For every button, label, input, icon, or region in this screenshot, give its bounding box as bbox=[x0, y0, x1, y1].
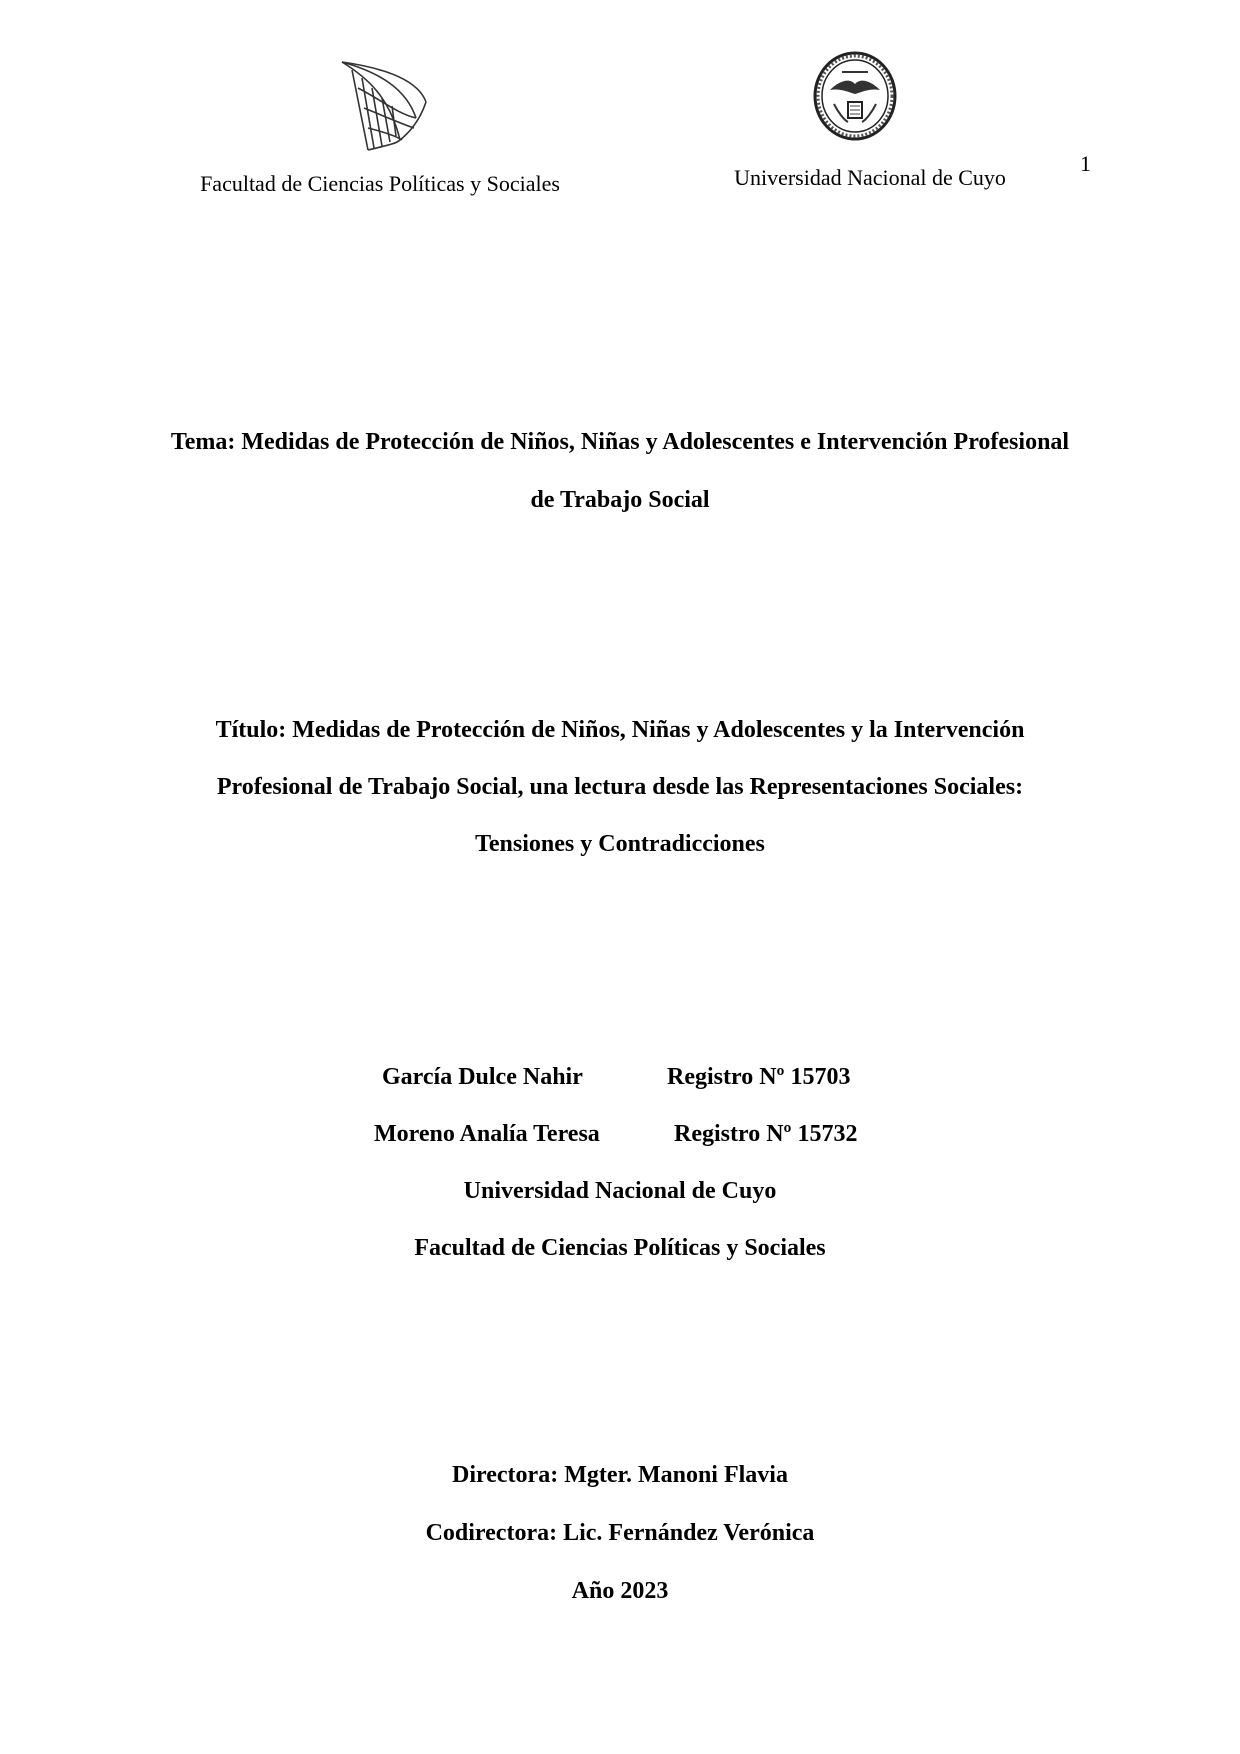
year-line: Año 2023 bbox=[571, 1578, 669, 1604]
direction-block bbox=[110, 1460, 1130, 1634]
directora-line: Directora: Mgter. Manoni Flavia bbox=[452, 1462, 788, 1488]
titulo-line: Profesional de Trabajo Social, una lectura desde las Representaciones Sociales: bbox=[216, 774, 1024, 800]
header-university-label: Universidad Nacional de Cuyo bbox=[734, 165, 1006, 190]
page-number: 1 bbox=[1080, 151, 1091, 176]
tema-line: Tema: Medidas de Protección de Niños, Niñas y Adolescentes e Intervención Profesional bbox=[170, 429, 1070, 455]
institution-faculty: Facultad de Ciencias Políticas y Sociales bbox=[414, 1235, 826, 1261]
codirectora-line: Codirectora: Lic. Fernández Verónica bbox=[425, 1520, 815, 1546]
author-registro: Registro Nº 15732 bbox=[674, 1121, 858, 1147]
institution-block bbox=[110, 1176, 1130, 1290]
author-name: Moreno Analía Teresa bbox=[374, 1121, 600, 1147]
author-row bbox=[300, 1119, 940, 1149]
author-name: García Dulce Nahir bbox=[382, 1064, 583, 1090]
titulo-line: Tensiones y Contradicciones bbox=[475, 831, 765, 857]
institution-university: Universidad Nacional de Cuyo bbox=[463, 1178, 777, 1204]
titulo-line: Título: Medidas de Protección de Niños, Niñas y Adolescentes y la Intervención bbox=[215, 717, 1025, 743]
sail-logo-icon bbox=[338, 58, 430, 152]
tema-heading bbox=[110, 427, 1130, 543]
author-registro: Registro Nº 15703 bbox=[667, 1064, 851, 1090]
header-faculty-label: Facultad de Ciencias Políticas y Sociales bbox=[200, 171, 560, 196]
author-row bbox=[300, 1062, 940, 1092]
tema-line: de Trabajo Social bbox=[530, 487, 710, 513]
university-seal-icon bbox=[812, 50, 898, 142]
titulo-heading bbox=[110, 715, 1130, 886]
